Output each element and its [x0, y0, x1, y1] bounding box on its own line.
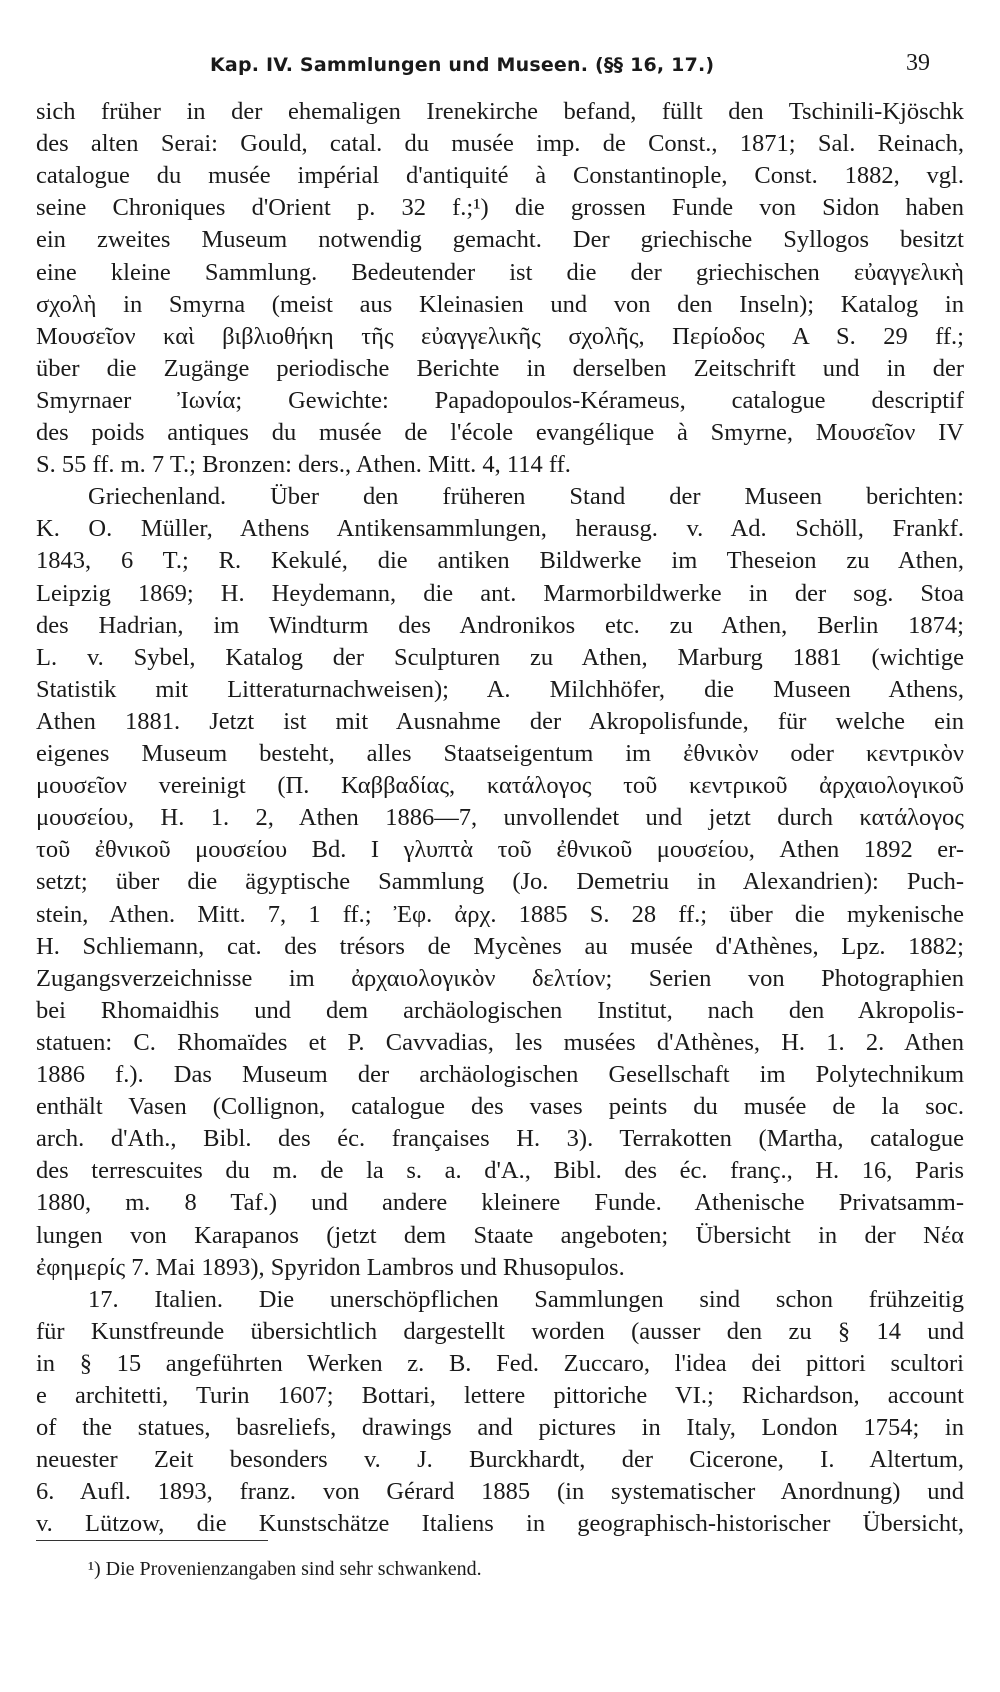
text-line: Athen 1881. Jetzt ist mit Ausnahme der Akropolisfunde, für welche ein [36, 708, 964, 735]
text-line: des Hadrian, im Windturm des Andronikos etc. zu Athen, Berlin 1874; [36, 612, 964, 639]
text-line: statuen: C. Rhomaïdes et P. Cavvadias, les musées d'Athènes, H. 1. 2. Athen [36, 1029, 964, 1056]
text-line: τοῦ ἐθνικοῦ μουσείου Bd. I γλυπτὰ τοῦ ἐθνικοῦ μουσείου, Athen 1892 er- [36, 836, 964, 863]
header-title: Kap. IV. Sammlungen und Museen. (§§ 16, 17.) [210, 54, 715, 76]
text-line: v. Lützow, die Kunstschätze Italiens in geographisch-historischer Übersicht, [36, 1510, 964, 1537]
text-line: bei Rhomaidhis und dem archäologischen Institut, nach den Akropolis- [36, 997, 964, 1024]
text-line: über die Zugänge periodische Berichte in derselben Zeitschrift und in der [36, 355, 964, 382]
text-line: stein, Athen. Mitt. 7, 1 ff.; Ἐφ. ἀρχ. 1885 S. 28 ff.; über die mykenische [36, 901, 964, 928]
text-line: enthält Vasen (Collignon, catalogue des vases peints du musée de la soc. [36, 1093, 964, 1120]
text-line: Zugangsverzeichnisse im ἀρχαιολογικὸν δελτίον; Serien von Photographien [36, 965, 964, 992]
text-line: 1886 f.). Das Museum der archäologischen Gesellschaft im Polytechnikum [36, 1061, 964, 1088]
text-line: Smyrnaer Ἰωνία; Gewichte: Papadopoulos-Kérameus, catalogue descriptif [36, 387, 964, 414]
footnote-divider [36, 1540, 268, 1541]
text-line: seine Chroniques d'Orient p. 32 f.;¹) die grossen Funde von Sidon haben [36, 194, 964, 221]
text-line: σχολὴ in Smyrna (meist aus Kleinasien und von den Inseln); Katalog in [36, 291, 964, 318]
text-line: L. v. Sybel, Katalog der Sculpturen zu Athen, Marburg 1881 (wichtige [36, 644, 964, 671]
text-line: sich früher in der ehemaligen Irenekirche befand, füllt den Tschinili-Kjöschk [36, 98, 964, 125]
text-line: des poids antiques du musée de l'école evangélique à Smyrne, Μουσεῖον IV [36, 419, 964, 446]
text-line: ἐφημερίς 7. Mai 1893), Spyridon Lambros und Rhusopulos. [36, 1254, 625, 1281]
text-line: ein zweites Museum notwendig gemacht. Der griechische Syllogos besitzt [36, 226, 964, 253]
text-line: 6. Aufl. 1893, franz. von Gérard 1885 (in systematischer Anordnung) und [36, 1478, 964, 1505]
text-line: 1843, 6 T.; R. Kekulé, die antiken Bildwerke im Theseion zu Athen, [36, 547, 964, 574]
text-line: setzt; über die ägyptische Sammlung (Jo. Demetriu in Alexandrien): Puch- [36, 868, 964, 895]
text-line: Μουσεῖον καὶ βιβλιοθήκη τῆς εὐαγγελικῆς σχολῆς, Περίοδος A S. 29 ff.; [36, 323, 964, 350]
text-line: für Kunstfreunde übersichtlich dargestellt worden (ausser den zu § 14 und [36, 1318, 964, 1345]
text-line: catalogue du musée impérial d'antiquité à Constantinople, Const. 1882, vgl. [36, 162, 964, 189]
text-line: μουσεῖον vereinigt (Π. Καββαδίας, κατάλογος τοῦ κεντρικοῦ ἀρχαιολογικοῦ [36, 772, 964, 799]
text-line: Griechenland. Über den früheren Stand der Museen berichten: [88, 483, 964, 510]
text-line: H. Schliemann, cat. des trésors de Mycènes au musée d'Athènes, Lpz. 1882; [36, 933, 964, 960]
text-line: μουσείου, H. 1. 2, Athen 1886—7, unvollendet und jetzt durch κατάλογος [36, 804, 964, 831]
text-line: eigenes Museum besteht, alles Staatseigentum im ἐθνικὸν oder κεντρικὸν [36, 740, 964, 767]
text-line: des alten Serai: Gould, catal. du musée imp. de Const., 1871; Sal. Reinach, [36, 130, 964, 157]
text-line: Statistik mit Litteraturnachweisen); A. Milchhöfer, die Museen Athens, [36, 676, 964, 703]
text-line: des terrescuites du m. de la s. a. d'A., Bibl. des éc. franç., H. 16, Paris [36, 1157, 964, 1184]
text-line: of the statues, basreliefs, drawings and pictures in Italy, London 1754; in [36, 1414, 964, 1441]
text-line: 1880, m. 8 Taf.) und andere kleinere Funde. Athenische Privatsamm- [36, 1189, 964, 1216]
text-line: S. 55 ff. m. 7 T.; Bronzen: ders., Athen. Mitt. 4, 114 ff. [36, 451, 571, 478]
text-line: K. O. Müller, Athens Antikensammlungen, herausg. v. Ad. Schöll, Frankf. [36, 515, 964, 542]
page-number: 39 [906, 50, 930, 76]
footnote: ¹) Die Provenienzangaben sind sehr schwankend. [88, 1558, 482, 1580]
text-line: Leipzig 1869; H. Heydemann, die ant. Marmorbildwerke in der sog. Stoa [36, 580, 964, 607]
text-line: e architetti, Turin 1607; Bottari, lettere pittoriche VI.; Richardson, account [36, 1382, 964, 1409]
running-header [0, 46, 1000, 86]
text-line: lungen von Karapanos (jetzt dem Staate angeboten; Übersicht in der Νέα [36, 1222, 964, 1249]
text-line: arch. d'Ath., Bibl. des éc. françaises H. 3). Terrakotten (Martha, catalogue [36, 1125, 964, 1152]
text-line: eine kleine Sammlung. Bedeutender ist die der griechischen εὐαγγελικὴ [36, 259, 964, 286]
text-line: neuester Zeit besonders v. J. Burckhardt, der Cicerone, I. Altertum, [36, 1446, 964, 1473]
text-line: 17. Italien. Die unerschöpflichen Sammlungen sind schon frühzeitig [88, 1286, 964, 1313]
text-line: in § 15 angeführten Werken z. B. Fed. Zuccaro, l'idea dei pittori scultori [36, 1350, 964, 1377]
